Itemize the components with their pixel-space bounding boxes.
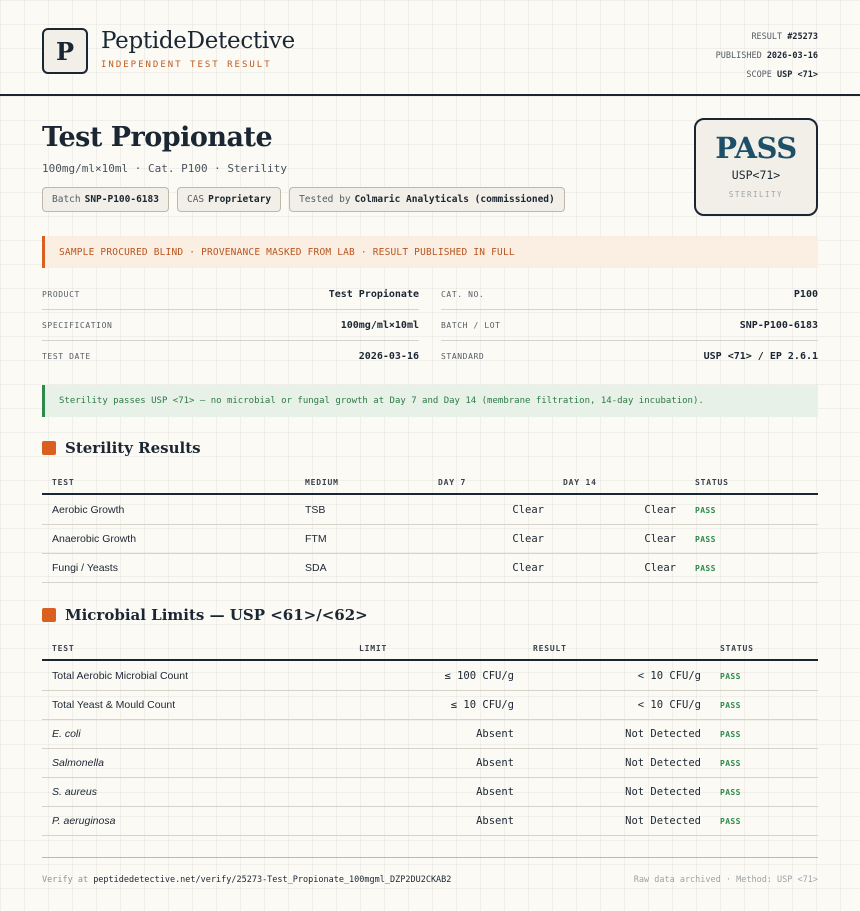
verify-line: Verify at peptidedetective.net/verify/25273-Test_Propionate_100mgml_DZP2DU2CKAB2 — [42, 875, 452, 885]
report-footer — [42, 857, 818, 901]
archive-note: Raw data archived · Method: USP <71> — [633, 875, 818, 885]
status-badge: PASS — [720, 759, 741, 768]
sterility-section-heading: Sterility Results — [42, 439, 201, 457]
table-row: S. aureus Absent Not Detected PASS — [42, 778, 818, 807]
status-badge: PASS — [720, 701, 741, 710]
table-row: Total Yeast & Mould Count ≤ 10 CFU/g < 10 CFU/g PASS — [42, 691, 818, 720]
status-badge: PASS — [720, 672, 741, 681]
procurement-notice: SAMPLE PROCURED BLIND · PROVENANCE MASKED FROM LAB · RESULT PUBLISHED IN FULL — [42, 236, 818, 268]
table-row: E. coli Absent Not Detected PASS — [42, 720, 818, 749]
product-chips — [42, 187, 565, 212]
chip-batch: Batch SNP-P100-6183 — [42, 187, 169, 212]
product-subtitle: 100mg/ml×10ml · Cat. P100 · Sterility — [42, 162, 288, 175]
meta-published: PUBLISHED 2026-03-16 — [715, 51, 818, 61]
detail-batch: BATCH / LOT SNP-P100-6183 — [441, 311, 818, 341]
sterility-table-header: TEST MEDIUM DAY 7 DAY 14 STATUS — [42, 471, 818, 495]
status-badge: PASS — [720, 817, 741, 826]
detail-catno: CAT. NO. P100 — [441, 280, 818, 310]
status-badge: PASS — [695, 564, 716, 573]
status-badge: PASS — [720, 788, 741, 797]
table-row: Salmonella Absent Not Detected PASS — [42, 749, 818, 778]
table-row: Aerobic Growth TSB Clear Clear PASS — [42, 496, 818, 525]
table-row: Anaerobic Growth FTM Clear Clear PASS — [42, 525, 818, 554]
detail-specification: SPECIFICATION 100mg/ml×10ml — [42, 311, 419, 341]
report-meta — [716, 28, 818, 85]
detail-product: PRODUCT Test Propionate — [42, 280, 419, 310]
meta-scope: SCOPE USP <71> — [746, 70, 818, 80]
meta-result: RESULT #25273 — [751, 32, 818, 42]
product-title: Test Propionate — [42, 122, 273, 153]
table-row: P. aeruginosa Absent Not Detected PASS — [42, 807, 818, 836]
summary-banner: Sterility passes USP <71> — no microbial or fungal growth at Day 7 and Day 14 (membrane filtration, 14-day incubation). — [42, 385, 818, 417]
chip-cas: CAS Proprietary — [177, 187, 281, 212]
brand-logo: P — [42, 28, 88, 74]
status-badge: PASS — [695, 506, 716, 515]
section-marker-icon — [42, 608, 56, 622]
table-row: Fungi / Yeasts SDA Clear Clear PASS — [42, 554, 818, 583]
detail-test-date: TEST DATE 2026-03-16 — [42, 350, 419, 362]
status-badge: PASS — [695, 535, 716, 544]
chip-tested-by: Tested by Colmaric Analyticals (commissioned) — [289, 187, 565, 212]
brand-subtitle: INDEPENDENT TEST RESULT — [101, 60, 272, 70]
report-header — [0, 0, 860, 96]
verify-link[interactable]: peptidedetective.net/verify/25273-Test_Propionate_100mgml_DZP2DU2CKAB2 — [93, 875, 452, 885]
verdict-scope: STERILITY — [728, 190, 784, 199]
microbial-section-heading: Microbial Limits — USP <61>/<62> — [42, 606, 368, 624]
status-badge: PASS — [720, 730, 741, 739]
verdict-standard: USP<71> — [731, 168, 781, 182]
microbial-table-header: TEST LIMIT RESULT STATUS — [42, 637, 818, 661]
verdict-result: PASS — [715, 131, 797, 165]
brand-name: PeptideDetective — [101, 28, 295, 54]
verdict-card — [694, 118, 818, 216]
detail-standard: STANDARD USP <71> / EP 2.6.1 — [441, 350, 818, 362]
section-marker-icon — [42, 441, 56, 455]
table-row: Total Aerobic Microbial Count ≤ 100 CFU/g < 10 CFU/g PASS — [42, 662, 818, 691]
